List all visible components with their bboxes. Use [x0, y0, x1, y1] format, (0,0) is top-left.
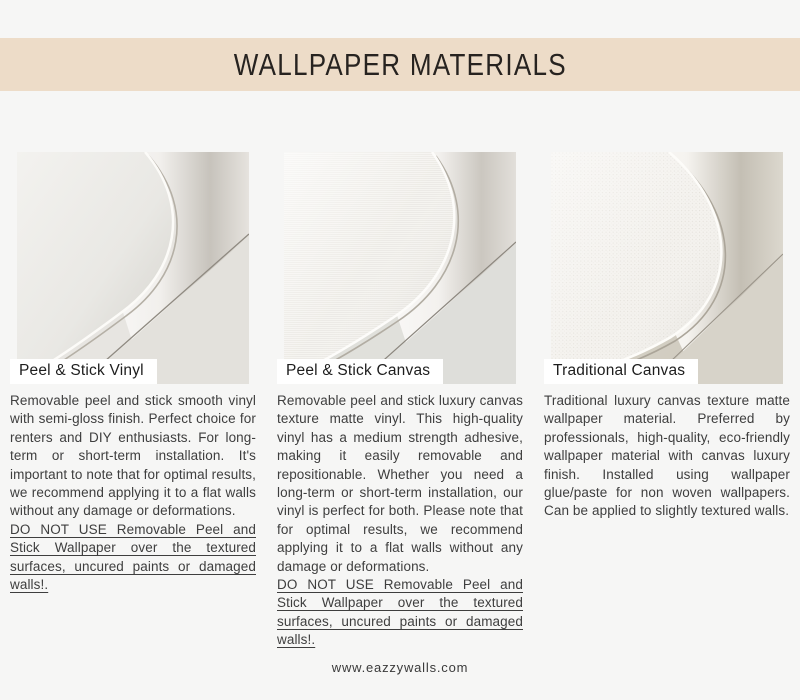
material-photo-wrap	[10, 152, 256, 384]
material-warning: DO NOT USE Removable Peel and Stick Wallpaper over the textured surfaces, uncured paints or damaged walls!.	[277, 577, 523, 648]
material-label	[544, 359, 698, 384]
material-description: Removable peel and stick luxury canvas texture matte vinyl. This high-quality vinyl has a medium strength adhesive, making it easily removable and repositionable. Whether you need a long-term or short-term installation, our vinyl is perfect for both. Please note that for optimal results, we recommend applying it to a flat walls without any damage or deformations.	[277, 393, 523, 574]
material-description: Traditional luxury canvas texture matte wallpaper material. Preferred by professionals, high-quality, eco-friendly wallpaper material with canvas luxury finish. Installed using wallpaper glue/paste for non woven wallpapers. Can be applied to slightly textured walls.	[544, 393, 790, 519]
header-banner	[0, 38, 800, 91]
traditional-canvas-illustration	[551, 152, 783, 384]
page-title: WALLPAPER MATERIALS	[233, 46, 567, 82]
material-label	[10, 359, 157, 384]
material-card-peel-stick-canvas	[277, 152, 523, 650]
material-photo-wrap	[277, 152, 523, 384]
material-label-text: Traditional Canvas	[553, 362, 686, 379]
material-warning: DO NOT USE Removable Peel and Stick Wallpaper over the textured surfaces, uncured paints or damaged walls!.	[10, 521, 256, 593]
website-url: www.eazzywalls.com	[331, 660, 469, 675]
materials-grid	[0, 152, 800, 650]
material-label-text: Peel & Stick Canvas	[286, 362, 431, 379]
material-card-traditional-canvas	[544, 152, 790, 650]
traditional-canvas-photo	[551, 152, 783, 384]
footer	[0, 660, 800, 675]
material-description: Removable peel and stick smooth vinyl with semi-gloss finish. Perfect choice for renters and DIY enthusiasts. For long-term or short-term installation. It's important to note that for optimal results, we recommend applying it to a flat walls without any damage or deformations.	[10, 393, 256, 519]
material-label	[277, 359, 443, 384]
material-card-peel-stick-vinyl	[10, 152, 256, 650]
peel-stick-canvas-photo	[284, 152, 516, 384]
peel-stick-vinyl-photo	[17, 152, 249, 384]
canvas-sheet-illustration	[284, 152, 516, 384]
vinyl-sheet-illustration	[17, 152, 249, 384]
material-photo-wrap	[544, 152, 790, 384]
material-label-text: Peel & Stick Vinyl	[19, 362, 144, 379]
